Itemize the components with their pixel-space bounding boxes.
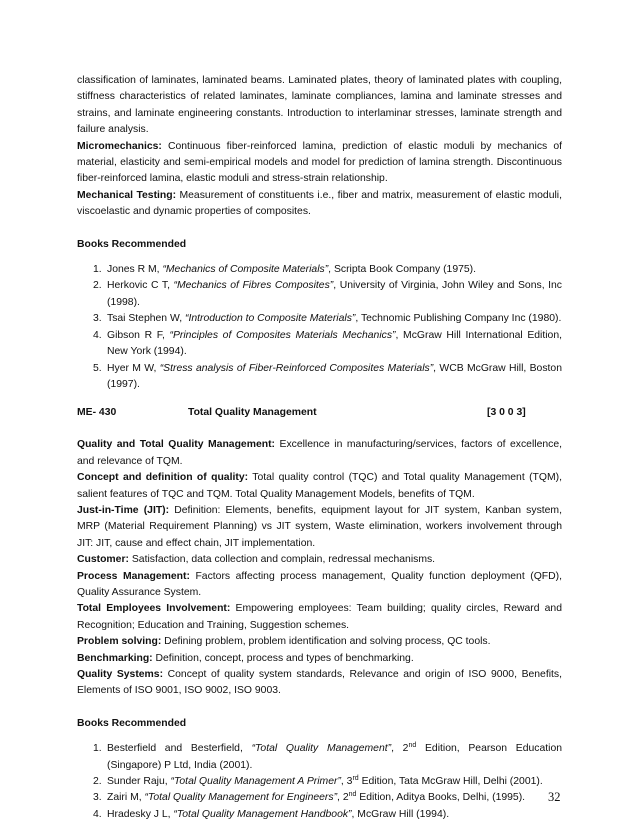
course-header — [77, 405, 562, 422]
book-item: 4. Hradesky J L, “Total Quality Management Handbook”, McGraw Hill (1994). — [93, 808, 450, 820]
book-item: 5. Hyer M W, “Stress analysis of Fiber-Reinforced Composites Materials”, WCB McGraw Hill, Boston (1997). — [93, 362, 562, 390]
book-list-1 — [77, 262, 562, 393]
book-item: 1. Besterfield and Besterfield, “Total Quality Management”, 2nd Edition, Pearson Education (Singapore) P Ltd, India (2001). — [93, 742, 562, 771]
document-page — [77, 73, 562, 823]
section-concept-quality: Concept and definition of quality: Total quality control (TQC) and Total quality Management (TQM), salient features of TQC and TQM. Total Quality Management Models, benefits of TQM. — [77, 472, 562, 500]
section-employee-involvement: Total Employees Involvement: Empowering employees: Team building; quality circles, Reward and Recognition; Education and Training, Suggestion schemes. — [77, 603, 562, 631]
section-benchmarking: Benchmarking: Definition, concept, process and types of benchmarking. — [77, 652, 414, 664]
book-item: 3. Zairi M, “Total Quality Management for Engineers”, 2nd Edition, Aditya Books, Delhi, (1995). — [93, 791, 526, 804]
section-quality-tqm: Quality and Total Quality Management: Excellence in manufacturing/services, factors of excellence, and relevance of TQM. — [77, 439, 562, 467]
section-process-management: Process Management: Factors affecting process management, Quality function deployment (QFD), Quality Assurance System. — [77, 570, 562, 598]
page-number: 32 — [548, 790, 561, 804]
books-recommended-heading-1: Books Recommended — [77, 238, 187, 250]
course-code: ME- 430 — [77, 407, 117, 419]
book-item: 3. Tsai Stephen W, “Introduction to Composite Materials”, Technomic Publishing Company Inc (1980). — [93, 313, 562, 325]
section-customer: Customer: Satisfaction, data collection and complain, redressal mechanisms. — [77, 554, 436, 566]
course-title: Total Quality Management — [188, 407, 317, 419]
course-credits: [3 0 0 3] — [487, 407, 526, 419]
books-recommended-heading-2: Books Recommended — [77, 717, 187, 729]
section-problem-solving: Problem solving: Defining problem, problem identification and solving process, QC tools. — [77, 636, 491, 648]
book-item: 1. Jones R M, “Mechanics of Composite Materials”, Scripta Book Company (1975). — [93, 264, 477, 276]
section-mechanical-testing: Mechanical Testing: Measurement of constituents i.e., fiber and matrix, measurement of elastic moduli, viscoelastic and dynamic properties of composites. — [77, 189, 562, 218]
book-item: 4. Gibson R F, “Principles of Composites Materials Mechanics”, McGraw Hill International Edition, New York (1994). — [93, 329, 563, 358]
section-jit: Just-in-Time (JIT): Definition: Elements, benefits, equipment layout for JIT system, Kanban system, MRP (Material Requirement Planning) vs JIT system, Waste elimination, workers involvement through JIT: JIT, cause and effect chain, JIT implementation. — [77, 504, 562, 549]
intro-paragraph: classification of laminates, laminated beams. Laminated plates, theory of laminated plates with coupling, stiffness characteristics of related laminates, laminate compliances, lamina and laminate stresses and strains, and laminate engineering constants. Introduction to interlaminar stresses, laminate strength and failure analysis. — [77, 75, 562, 136]
book-item: 2. Herkovic C T, “Mechanics of Fibres Composites”, University of Virginia, John Wiley and Sons, Inc (1998). — [93, 280, 563, 308]
section-micromechanics: Micromechanics: Continuous fiber-reinforced lamina, prediction of elastic moduli by mechanics of material, elasticity and semi-empirical models and model for prediction of lamina strength. Discontinuous fiber-reinforced lamina, elastic moduli and stress-strain relationship. — [77, 140, 562, 185]
book-list-2 — [77, 741, 562, 823]
book-item: 2. Sunder Raju, “Total Quality Management A Primer”, 3rd Edition, Tata McGraw Hill, Delhi (2001). — [93, 775, 543, 788]
section-quality-systems: Quality Systems: Concept of quality system standards, Relevance and origin of ISO 9000, Benefits, Elements of ISO 9001, ISO 9002, ISO 9003. — [77, 669, 563, 697]
